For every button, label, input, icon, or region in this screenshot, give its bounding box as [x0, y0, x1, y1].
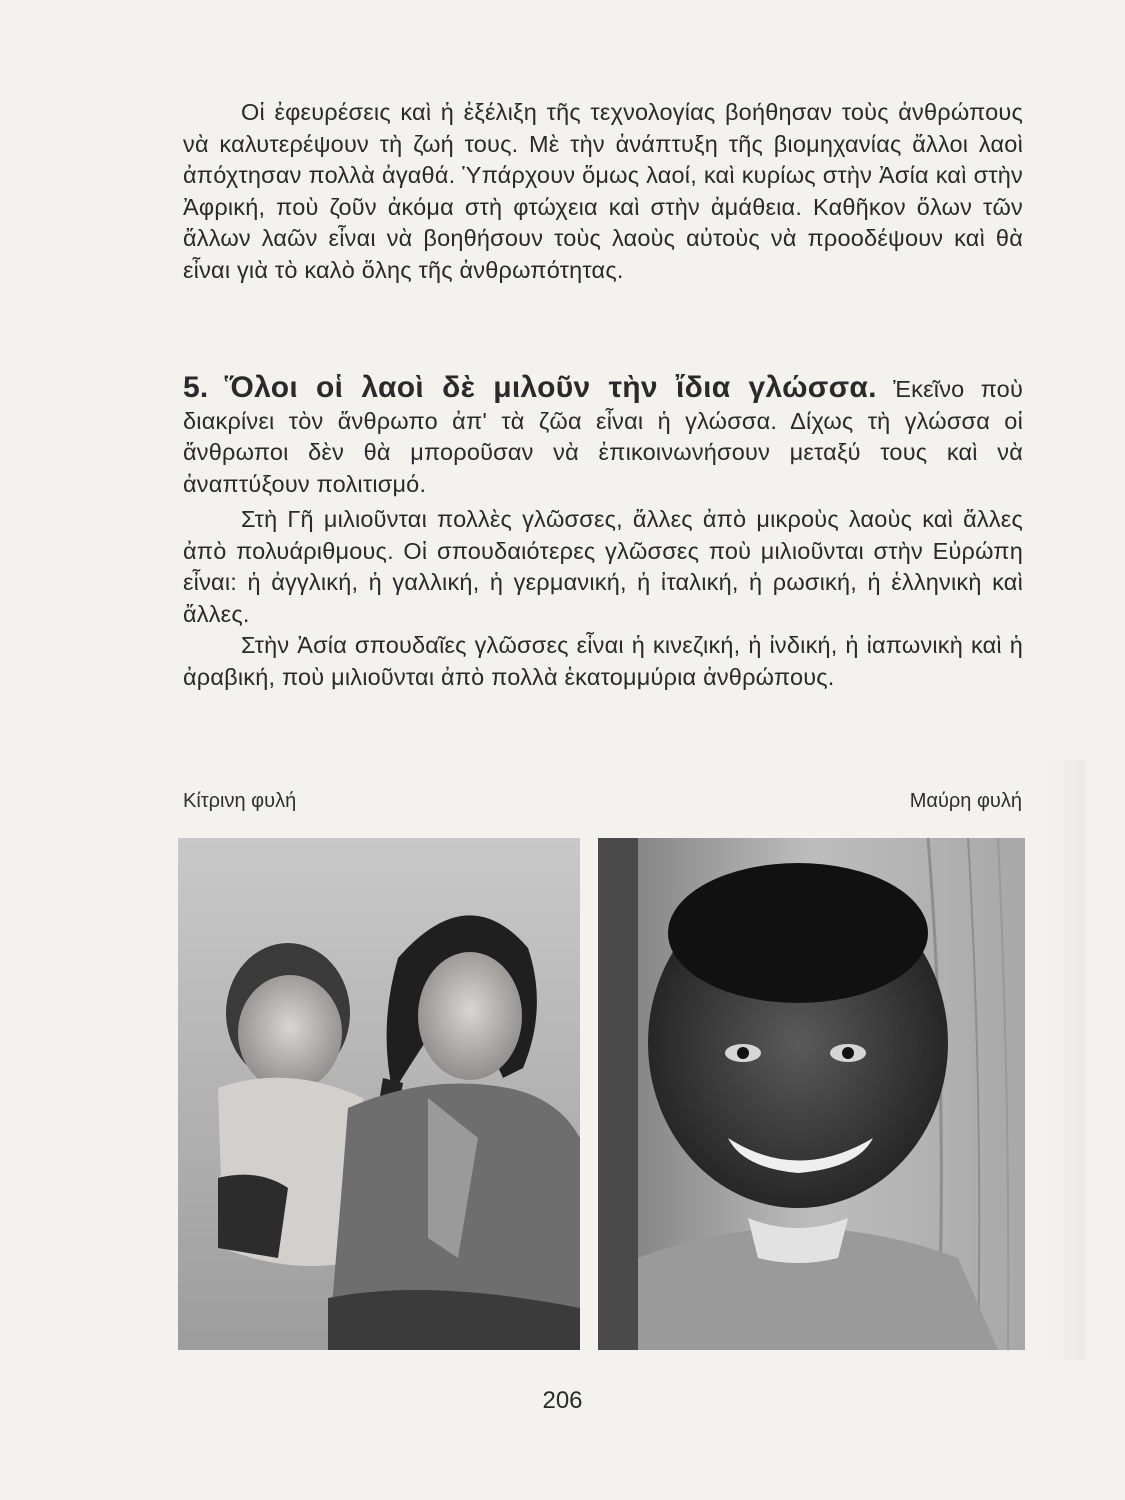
- section-heading: Ὅλοι οἱ λαοὶ δὲ μιλοῦν τὴν ἴδια γλώσσα.: [224, 371, 877, 404]
- paragraph-languages-intro: [183, 372, 1023, 500]
- bleed-through-shadow: [1045, 760, 1085, 1360]
- caption-left: Κίτρινη φυλή: [183, 790, 297, 812]
- photo-smiling-boy: [598, 838, 1025, 1350]
- paragraph-languages-intro-text: Ἐκεῖνο ποὺ διακρίνει τὸν ἄνθρωπο ἀπ' τὰ ζῶα εἶναι ἡ γλώσσα. Δίχως τὴ γλώσσα οἱ ἄνθρωποι δὲν θὰ μποροῦσαν νὰ ἐπικοινωνήσουν μεταξύ τους καὶ νὰ ἀναπτύξουν πολιτισμό.: [183, 376, 1023, 497]
- caption-right: Μαύρη φυλή: [909, 790, 1022, 812]
- paragraph-asian-languages: Στὴν Ἀσία σπουδαῖες γλῶσσες εἶναι ἡ κινεζική, ἡ ἰνδική, ἡ ἰαπωνικὴ καὶ ἡ ἀραβική, ποὺ μιλιοῦνται ἀπὸ πολλὰ ἑκατομμύρια ἀνθρώπους.: [183, 632, 1023, 690]
- paragraph-technology: Οἱ ἐφευρέσεις καὶ ἡ ἐξέλιξη τῆς τεχνολογίας βοήθησαν τοὺς ἀνθρώπους νὰ καλυτερέψουν τὴ ζωή τους. Μὲ τὴν ἀνάπτυξη τῆς βιομηχανίας ἄλλοι λαοὶ ἀπόχτησαν πολλὰ ἀγαθά. Ὑπάρχουν ὅμως λαοί, καὶ κυρίως στὴν Ἀσία καὶ στὴν Ἀφρική, ποὺ ζοῦν ἀκόμα στὴ φτώχεια καὶ στὴν ἀμάθεια. Καθῆκον ὅλων τῶν ἄλλων λαῶν εἶναι νὰ βοηθήσουν τοὺς λαοὺς αὐτοὺς νὰ προοδέψουν καὶ θὰ εἶναι γιὰ τὸ καλὸ ὅλης τῆς ἀνθρωπότητας.: [183, 99, 1023, 283]
- photo-girl-carrying-baby-icon: [178, 838, 580, 1350]
- photo-girl-carrying-baby: [178, 838, 580, 1350]
- paragraph-european-languages: Στὴ Γῆ μιλιοῦνται πολλὲς γλῶσσες, ἄλλες ἀπὸ μικροὺς λαοὺς καὶ ἄλλες ἀπὸ πολυάριθμους. Οἱ σπουδαιότερες γλῶσσες ποὺ μιλιοῦνται στὴν Εὐρώπη εἶναι: ἡ ἀγγλική, ἡ γαλλική, ἡ γερμανική, ἡ ἰταλική, ἡ ρωσική, ἡ ἑλληνικὴ καὶ ἄλλες.: [183, 506, 1023, 627]
- page-number: 206: [542, 1387, 583, 1414]
- section-number: 5.: [183, 371, 209, 404]
- photo-smiling-boy-icon: [598, 838, 1025, 1350]
